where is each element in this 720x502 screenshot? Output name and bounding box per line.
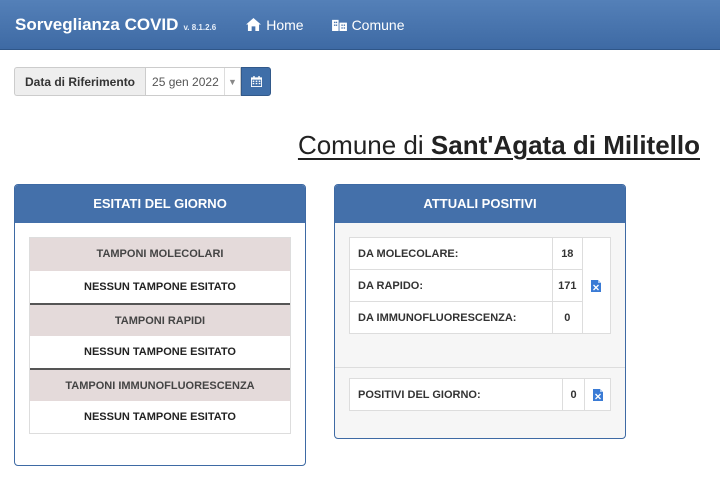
table-row <box>350 238 611 270</box>
nav-comune-label: Comune <box>351 16 405 33</box>
esitati-table <box>29 237 291 434</box>
excel-export-cell <box>582 238 610 334</box>
positivi-table <box>349 237 611 334</box>
row-label-immunofluorescenza: DA IMMUNOFLUORESCENZA: <box>350 302 553 334</box>
positivi-giorno-label: POSITIVI DEL GIORNO: <box>350 379 563 411</box>
section-value-immunofluorescenza: NESSUN TAMPONE ESITATO <box>30 401 290 433</box>
esitati-panel-heading: ESITATI DEL GIORNO <box>15 185 305 223</box>
row-value-immunofluorescenza: 0 <box>552 302 582 334</box>
excel-export-icon[interactable] <box>593 389 603 401</box>
nav-comune[interactable] <box>332 17 405 33</box>
row-value-rapido: 171 <box>552 270 582 302</box>
top-navbar <box>0 0 720 50</box>
calendar-icon <box>251 76 262 87</box>
date-label: Data di Riferimento <box>14 67 145 96</box>
app-version: v. 8.1.2.6 <box>183 22 217 32</box>
excel-export-cell <box>585 379 611 411</box>
section-header-immunofluorescenza: TAMPONI IMMUNOFLUORESCENZA <box>30 368 290 401</box>
row-label-molecolare: DA MOLECOLARE: <box>350 238 553 270</box>
section-value-rapidi: NESSUN TAMPONE ESITATO <box>30 336 290 368</box>
table-row <box>350 302 611 334</box>
nav-home[interactable] <box>246 17 303 33</box>
section-header-rapidi: TAMPONI RAPIDI <box>30 303 290 336</box>
chevron-down-icon: ▼ <box>224 68 240 95</box>
positivi-panel <box>334 184 626 439</box>
date-select[interactable] <box>145 67 241 96</box>
row-label-rapido: DA RAPIDO: <box>350 270 553 302</box>
section-header-molecolari: TAMPONI MOLECOLARI <box>30 238 290 271</box>
esitati-panel <box>14 184 306 466</box>
date-value: 25 gen 2022 <box>152 74 219 89</box>
positivi-giorno-table <box>349 378 611 411</box>
excel-export-icon[interactable] <box>591 280 601 292</box>
date-picker <box>14 67 271 96</box>
home-icon <box>246 18 261 31</box>
positivi-giorno-value: 0 <box>563 379 585 411</box>
page-title-prefix: Comune di <box>297 130 431 160</box>
calendar-button[interactable] <box>241 67 271 96</box>
nav-home-label: Home <box>266 16 304 33</box>
table-row <box>350 379 611 411</box>
positivi-panel-heading: ATTUALI POSITIVI <box>335 185 625 223</box>
comune-name: Sant'Agata di Militello <box>430 130 700 160</box>
brand-title: Sorveglianza COVID <box>15 14 179 34</box>
table-row <box>350 270 611 302</box>
section-value-molecolari: NESSUN TAMPONE ESITATO <box>30 271 290 303</box>
page-title <box>298 130 700 161</box>
building-icon <box>332 18 347 31</box>
divider <box>335 367 625 368</box>
brand[interactable] <box>15 15 216 35</box>
row-value-molecolare: 18 <box>552 238 582 270</box>
